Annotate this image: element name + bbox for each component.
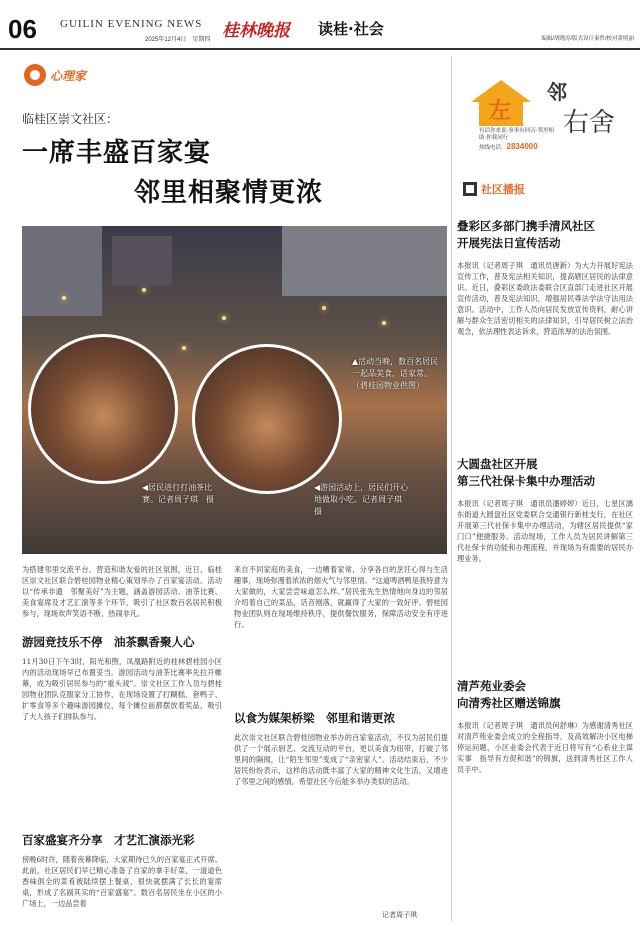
brief-2-title: 大圆盘社区开展 第三代社保卡集中办理活动 xyxy=(457,457,595,488)
headline-line-2: 邻里相聚情更浓 xyxy=(134,178,324,208)
end-byline: 记者周子琪 xyxy=(382,911,417,919)
neighbor-column-logo xyxy=(469,70,639,150)
subhead-2: 以食为媒架桥梁 邻里和谐更浓 xyxy=(234,711,395,725)
caption-right-inset: ◀游园活动上，居民们开心地做取小吃。记者周子琪 摄 xyxy=(314,483,410,516)
brief-3-title: 清芦苑业委会 向清秀社区赠送锦旗 xyxy=(457,679,561,710)
hotline xyxy=(479,142,538,151)
subhead-1-text: 11月30日下午3时，阳光和煦，凤凰路附近的桂林碧桂园小区内的活动现场早已布置妥当。游园活动与油茶比赛率先拉开帷幕，成为吸引居民参与的“重头戏”。崇文社区工作人员与碧桂园物业团队克服家分工协作，在现场设置了打糊糕、套鸭子、扩零食等多个趣味游园摊位，每个摊位前都摆放着奖品，吸引了大人孩子们排队参与。 xyxy=(22,657,222,721)
subhead-3-text: 傍晚6时许，随着夜幕降临，大家期待已久的百家宴正式开席。此前，社区居民们早已精心准备了自家的拿手好菜，一道道色香味俱全的菜肴被陆续摆上餐桌，很快就摆满了长长的宴席桌，形成了名副其实的“百家盛宴”。数百名居民坐在小区的小广场上，一边品尝着 xyxy=(22,855,222,908)
event-photo xyxy=(22,226,447,554)
brief-3-text: 本报讯（记者周子琪 通讯员何舒琳）为感谢清秀社区对清芦苑业委会成立的全程指导，及高效解决小区电梯停运问题，小区业委会代表于近日将写有“心系业主谋实事 指导有方促和谐”的锦旗，送到清秀社区工作人员手中。 xyxy=(457,721,633,774)
page-header xyxy=(0,0,640,50)
brief-1-text: 本报讯（记者周子琪 通讯员唐新）为大力开展好宪法宣传工作，普及宪法相关知识，提高辖区居民的法律意识。近日，叠彩区委政法委联合区直部门走进社区开展宣传活动，普及宪法知识，增强居民尊法学法守法用法意识。活动中，工作人员向居民发放宣传资料，耐心讲解与群众生活密切相关的法律知识，引导居民树立法治观念，依法理性表达诉求，营造浓厚的法治氛围。 xyxy=(457,261,633,336)
column-divider xyxy=(451,56,452,921)
issue-date: 2025年12月4日 星期四 xyxy=(145,37,211,43)
logo-char-1: 左 xyxy=(489,99,512,124)
page-number: 06 xyxy=(8,14,37,44)
subhead-3: 百家盛宴齐分享 才艺汇演添光彩 xyxy=(22,833,195,847)
story-kicker: 临桂区崇文社区： xyxy=(22,112,119,126)
inset-photo-left xyxy=(28,334,178,484)
square-icon xyxy=(463,182,477,196)
editor-credits: 编辑/胡晓涛/版式设计秦哲/校对黄明丽 xyxy=(541,36,634,42)
brief-2-text: 本报讯（记者周子琪 通讯员潘婷婷）近日，七星区漓东街道大圆盘社区党委联合交通银行新桂支行，在社区开展第三代社保卡集中办理活动，为辖区居民提供“家门口”便捷服务。活动现场，工作人员为居民讲解第三代社保卡的功能和办理流程，并现场为有需要的居民办理业务。 xyxy=(457,499,633,563)
logo-char-2: 邻 xyxy=(547,80,567,104)
paper-name-cn: 桂林晚报 xyxy=(222,21,290,41)
heart-icon xyxy=(24,64,46,86)
caption-right-top: ▲活动当晚，数百名居民一起品美食，话家常。（碧桂园物业供图） xyxy=(352,357,439,390)
headline-line-1: 一席丰盛百家宴 xyxy=(22,138,212,168)
paper-name-en: GUILIN EVENING NEWS xyxy=(60,18,203,30)
caption-left-inset: ◀居民进行打油茶比赛。记者周子琪 摄 xyxy=(142,483,214,504)
subhead-2-text: 此次崇文社区联合碧桂园物业举办的百家宴活动，不仅为居民们提供了一个展示厨艺、交流互动的平台，更以美食为纽带，打破了邻里间的隔阂，让“陌生邻里”变成了“亲密家人”。活动结束后，不少居民纷纷表示，这样的活动既丰富了大家的精神文化生活，又增进了邻里之间的感情，希望社区今后能多举办类似的活动。 xyxy=(234,733,448,786)
column-2-text: 来自不同家庭的美食，一边嘈着家常，分享各自的烹饪心得与生活趣事，现场弥漫着浓浓的烟火气与邻里情。“这道啤酒鸭是我特意为大家做的，大家尝尝味道怎么样。”居民张先生热情地向身边的邻居介绍着自己的菜品，话音刚落，就赢得了大家的一致好评。碧桂园物业团队则在现场维持秩序，提供餐饮服务，保障活动安全有序进行。 xyxy=(234,565,448,629)
column-tag-label: 心理家 xyxy=(50,69,87,83)
section-title: 读桂·社会 xyxy=(318,20,384,38)
briefs-tag-label: 社区播报 xyxy=(481,183,525,196)
logo-char-3: 右舍 xyxy=(563,108,616,138)
brief-1-title: 叠彩区多部门携手清风社区 开展宪法日宣传活动 xyxy=(457,219,595,250)
logo-subtitle: 有话你来说·事事有回音·邻里相助·你我同行 xyxy=(479,128,554,141)
inset-photo-right xyxy=(192,344,342,494)
column-tag xyxy=(22,64,104,86)
hotline-number: 2834000 xyxy=(506,142,538,151)
hotline-label: 热线电话： xyxy=(479,145,507,151)
story-intro: 为搭建邻里交流平台，营造和谐友爱的社区氛围，近日，临桂区崇文社区联合碧桂园物业精心策划举办了百家宴活动。活动以“传承非遗 邻聚美好”为主题，涵盖游园活动、油茶比赛、美食宴席及才艺汇演等多个环节，吸引了社区数百名居民积极参与，现场欢声笑语不断，热闹非凡。 xyxy=(22,565,222,618)
subhead-1: 游园竞技乐不停 油茶飘香聚人心 xyxy=(22,635,195,649)
